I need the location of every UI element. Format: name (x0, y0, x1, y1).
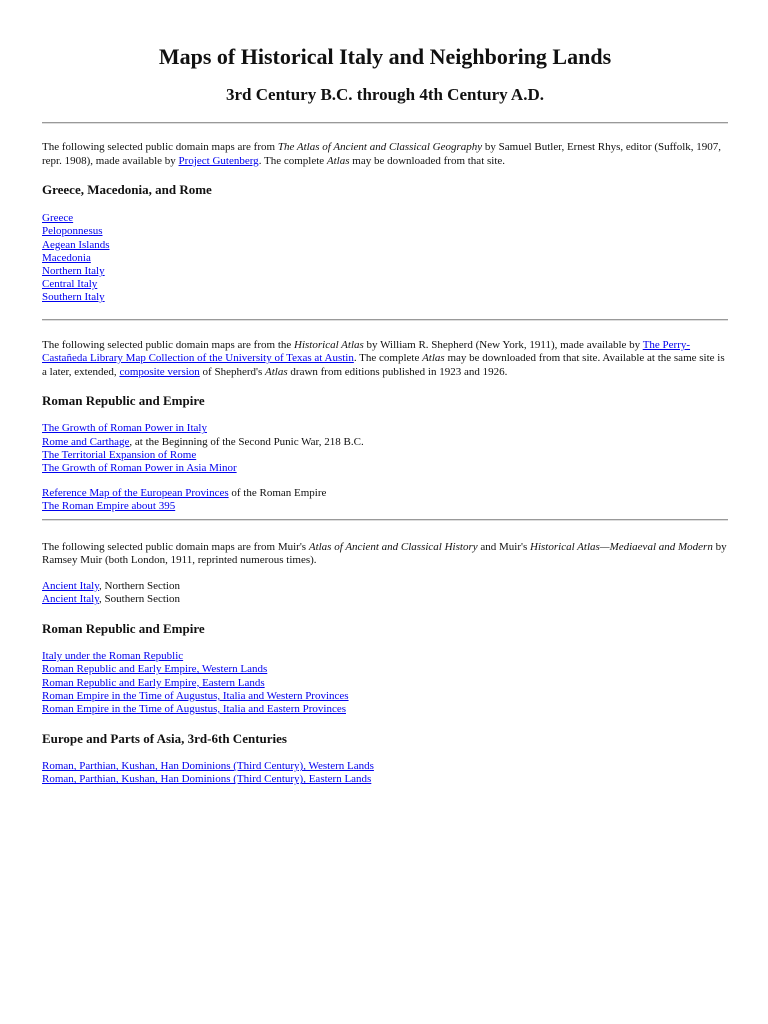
book-title: Historical Atlas—Mediaeval and Modern (530, 540, 713, 553)
map-link-ancient-italy-northern[interactable]: Ancient Italy (42, 579, 100, 592)
book-title: Atlas of Ancient and Classical History (308, 540, 478, 553)
map-link-macedonia[interactable]: Macedonia (42, 251, 91, 264)
intro-text: by Ramsey Muir (both London, 1911, reprinted numerous times). (42, 540, 727, 567)
map-link[interactable]: The Roman Empire about 395 (42, 500, 176, 513)
map-link[interactable]: Rome and Carthage (42, 435, 130, 448)
map-link[interactable]: Roman Republic and Early Empire, Western Lands (42, 663, 268, 676)
link-suffix: , Northern Section (99, 579, 180, 592)
intro-paragraph-1 (42, 141, 728, 168)
divider (42, 122, 728, 124)
map-link-northern-italy[interactable]: Northern Italy (42, 265, 105, 277)
map-link-list (42, 422, 728, 475)
book-title: Atlas (326, 154, 350, 167)
divider (42, 319, 728, 321)
section-heading-greece-macedonia-rome: Greece, Macedonia, and Rome (42, 182, 212, 198)
link-suffix: of the Roman Empire (228, 487, 327, 500)
map-link-list (42, 580, 728, 606)
intro-text: . The complete (258, 154, 327, 167)
intro-text: The following selected public domain maps are from (42, 141, 278, 153)
map-link-list (42, 760, 728, 786)
map-link-aegean-islands[interactable]: Aegean Islands (42, 238, 110, 251)
map-link-list (42, 650, 728, 716)
map-link-list (42, 487, 728, 513)
book-title: The Atlas of Ancient and Classical Geography (277, 141, 483, 153)
divider (42, 519, 728, 521)
map-link[interactable]: Reference Map of the European Provinces (42, 487, 229, 500)
intro-paragraph-2 (42, 339, 728, 380)
map-link[interactable]: Roman Republic and Early Empire, Eastern Lands (42, 676, 265, 689)
map-link-greece[interactable]: Greece (42, 212, 74, 225)
map-link[interactable]: Roman Empire in the Time of Augustus, Italia and Western Provinces (42, 689, 349, 702)
intro-text: drawn from editions published in 1923 and 1926. (287, 365, 508, 378)
intro-text: by William R. Shepherd (New York, 1911), made available by (363, 338, 643, 351)
map-link[interactable]: The Territorial Expansion of Rome (42, 448, 197, 461)
intro-text: may be downloaded from that site. (349, 154, 506, 167)
book-title: Atlas (422, 352, 445, 365)
section-heading-europe-asia: Europe and Parts of Asia, 3rd-6th Centuries (42, 731, 287, 747)
map-link-list (42, 212, 728, 304)
intro-text: and Muir's (477, 540, 531, 553)
composite-version-link[interactable]: composite version (119, 365, 200, 378)
link-suffix: , Southern Section (99, 593, 180, 605)
map-link[interactable]: The Growth of Roman Power in Asia Minor (42, 462, 237, 474)
intro-text: The following selected public domain maps are from the (42, 338, 295, 351)
intro-text: of Shepherd's (199, 365, 266, 378)
map-link-southern-italy[interactable]: Southern Italy (42, 291, 105, 304)
map-link[interactable]: Italy under the Roman Republic (42, 650, 184, 663)
perry-castaneda-link[interactable]: The Perry-Castañeda Library Map Collection of the University of Texas at Austin (42, 338, 691, 365)
map-link[interactable]: Roman Empire in the Time of Augustus, Italia and Eastern Provinces (42, 703, 346, 716)
map-link[interactable]: Roman, Parthian, Kushan, Han Dominions (Third Century), Eastern Lands (42, 773, 372, 786)
map-link-ancient-italy-southern[interactable]: Ancient Italy (42, 593, 100, 605)
intro-paragraph-3 (42, 541, 728, 568)
map-link[interactable]: The Growth of Roman Power in Italy (42, 422, 207, 435)
page (42, 0, 728, 787)
section-heading-roman-republic-empire: Roman Republic and Empire (42, 393, 205, 409)
section-heading-roman-republic-empire: Roman Republic and Empire (42, 621, 205, 637)
page-subtitle: 3rd Century B.C. through 4th Century A.D. (226, 85, 544, 104)
project-gutenberg-link[interactable]: Project Gutenberg (178, 154, 259, 167)
book-title: Atlas (265, 365, 288, 378)
book-title: Historical Atlas (294, 338, 364, 351)
page-title: Maps of Historical Italy and Neighboring Lands (158, 44, 612, 69)
intro-text: by Samuel Butler, Ernest Rhys, editor (Suffolk, 1907, repr. 1908), made available by (42, 141, 722, 167)
map-link-central-italy[interactable]: Central Italy (42, 278, 98, 291)
intro-text: may be downloaded from that site. Available at the same site is a later, extended, (42, 352, 725, 378)
intro-text: The following selected public domain maps are from Muir's (42, 540, 309, 553)
link-suffix: , at the Beginning of the Second Punic War, 218 B.C. (129, 435, 364, 448)
intro-text: . The complete (353, 352, 423, 365)
map-link[interactable]: Roman, Parthian, Kushan, Han Dominions (Third Century), Western Lands (42, 760, 374, 773)
map-link-peloponnesus[interactable]: Peloponnesus (42, 225, 103, 238)
